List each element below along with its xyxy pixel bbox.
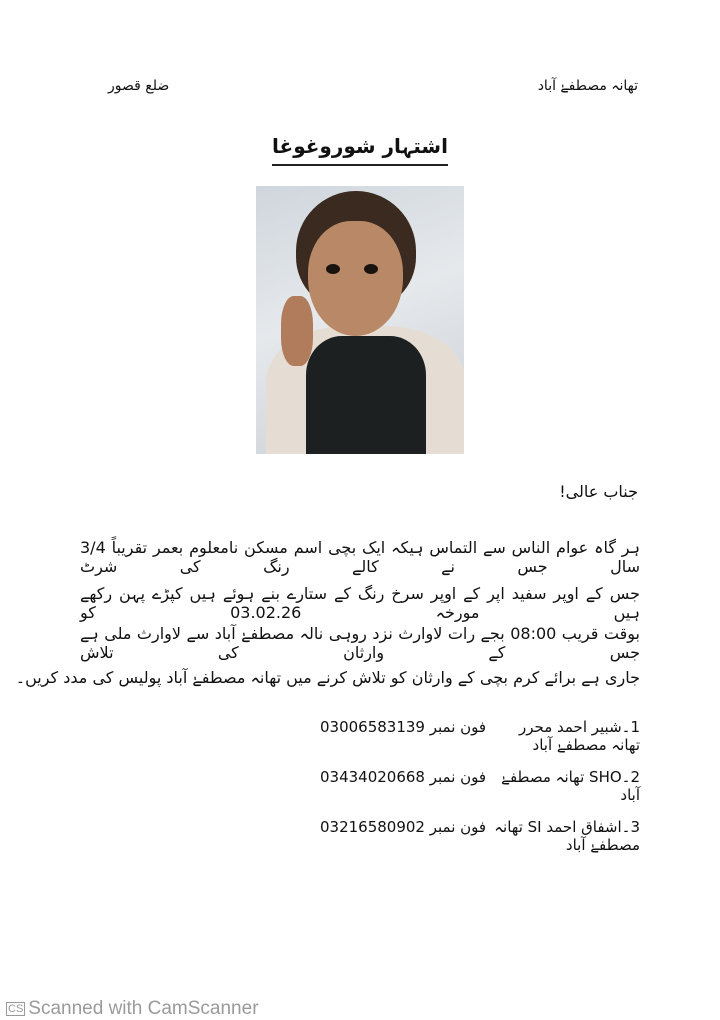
contact-row <box>320 768 640 804</box>
scanner-watermark <box>6 998 259 1020</box>
police-station-label: تھانہ مصطفےٰ آباد <box>537 78 638 94</box>
contact-row <box>320 818 640 854</box>
page-title <box>0 134 720 166</box>
body-line: ہر گاہ عوام الناس سے التماس ہیکہ ایک بچی اسم مسکن نامعلوم بعمر تقریباً 3/4 سال جس نے کالے رنگ کی شرٹ <box>80 538 640 576</box>
watermark-text: Scanned with CamScanner <box>28 998 259 1019</box>
camscanner-logo-icon: CS <box>8 1002 24 1015</box>
contact-phone: فون نمبر 03434020668 <box>320 768 487 786</box>
body-line: جاری ہے برائے کرم بچی کے وارثان کو تلاش کرنے میں تھانہ مصطفےٰ آباد پولیس کی مدد کریں۔ <box>15 668 640 687</box>
contact-phone: فون نمبر 03216580902 <box>320 818 487 836</box>
title-text: اشتہار شوروغوغا <box>272 134 448 166</box>
district-label: ضلع قصور <box>108 78 170 94</box>
child-photo <box>256 186 464 454</box>
contact-name: 1۔شبیر احمد محرر تھانہ مصطفےٰ آباد <box>519 718 640 754</box>
contact-name: 3۔اشفاق احمد SI تھانہ مصطفےٰ آباد <box>494 818 640 854</box>
body-line: جس کے اوپر سفید اپر کے اوپر سرخ رنگ کے ستارے بنے ہوئے ہیں کپڑے پہن رکھے ہیں مورخہ 03.02.26 کو <box>80 584 641 622</box>
contact-phone: فون نمبر 03006583139 <box>320 718 487 736</box>
body-line: بوقت قریب 08:00 بجے رات لاوارث نزد روہی نالہ مصطفےٰ آباد سے لاوارث ملی ہے جس کے وارثان کی تلاش <box>80 624 640 662</box>
contact-row <box>320 718 640 754</box>
salutation: جناب عالی! <box>559 482 638 501</box>
contact-name: 2۔SHO تھانہ مصطفےٰ آباد <box>501 768 640 804</box>
